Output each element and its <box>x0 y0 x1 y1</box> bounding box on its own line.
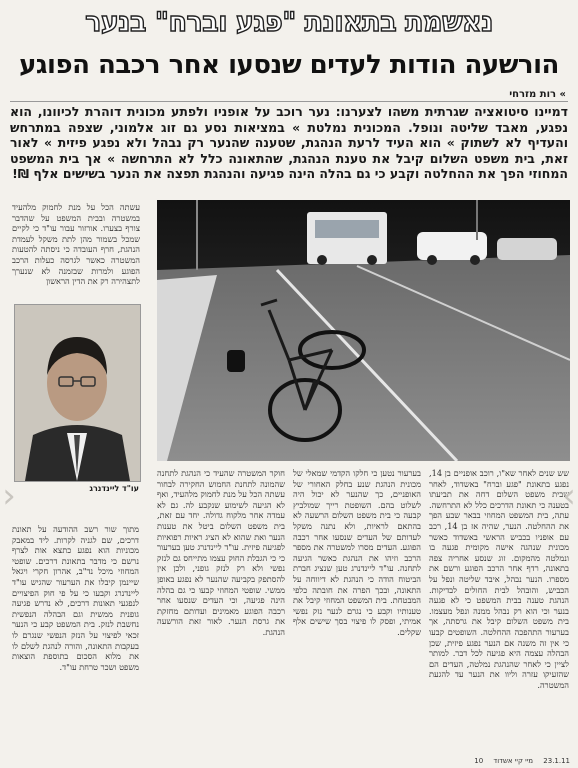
bicycle-photo <box>157 200 570 461</box>
lawyer-portrait <box>14 304 141 482</box>
prev-arrow-icon[interactable]: ‹ <box>2 476 16 516</box>
footer-date: 23.1.11 <box>543 757 570 765</box>
byline: » רות מזרחי <box>509 89 566 100</box>
portrait-image <box>15 305 140 481</box>
page-footer <box>466 756 570 766</box>
main-headline: הורשעה הודות לעדים שנסעו אחר רכבה הפוגע <box>19 50 559 80</box>
byline-name: רות מזרחי <box>509 89 557 100</box>
next-arrow-icon[interactable]: › <box>562 476 576 516</box>
footer-page: 10 <box>474 757 484 765</box>
bicycle-scene-image <box>157 200 570 461</box>
column-4: שש שנים לאחר שא"ו, רוכב אופניים בן 14, נפגע בתאונת "פגע וברח" באשדוד, לאחר שבית משפט השלום דחה את תביעתו בטענה כי תאונת הדרכים כלל לא התרחשה. עתה, בית המשפט המחוזי בבאר שבע הפך את ההחלטה. הנער, שהיה אז בן 14, רכב עם אופניו בכביש הראשי באשדוד כאשר מכונית שנהגה אישה מקומית פגעה בו ונמלטה מהמקום. זוג שנסע אחריה צפה בתאונה, רדף אחר הרכב הפוגע ורשם את מספרו. הנער נבהל, איבד שליטה ונפל על הכביש, והובהל לבית החולים לבדיקות. הנהגת טענה בבית המשפט כי לא פגעה בנער וכי הוא רק נבהל ממנה ונפל מעצמו. בית משפט השלום קיבל את גרסתה, אך בערעור התהפכה ההחלטה. השופטים קבעו כי אין זה משנה אם הנער נפגע פיזית, שכן הבהלה עצמה היא פגיעה לכל דבר. למותר לציין כי לאחר שהנהגת נמלטה, העדים הם שהזעיקו עזרה וליוו את הנער עד להגעת המשטרה. <box>429 468 569 690</box>
column-2: חוקר המשטרה שהעיד כי הנהגת לתחנה שהמונה לתחנת החמוש החקירה לבחור עשתה הכל על מנת לחמוק מלהעיד, ואף לא הגיעה לשימוע שנקבע לה. גם לא עמדה אחר מלקוח גדולה. יחד עם זאת, בית משפט השלום ביטל את טענות הנער ואת שהוא לא הציג ראיות רפואיות לפגיעה פיזית. עו"ד ליינדנרג טען בערעור כי כי הגבלת החוק עצמו מתייחס גם לנזק נפשי ולא רק לנזק גופני, ולכן אין להסתפק בקביעה שהנער לא נפגע באופן ממשי. שופטי המחוזי קבעו כי גם בהלה הינה פגיעה, וכי העדים שנסעו אחר רכבה הפוגע מאמינים ועדותם מחזקת את גרסת הנער. לאור זאת הורשעה הנהגת. <box>157 468 285 637</box>
divider <box>10 101 568 102</box>
lead-paragraph: דמיינו סיטואציה שגרתית משהו לצערנו: נער רוכב על אופניו ולפתע מכונית דוהרת לכיוונו, הוא נפגע, מאבד שליטה ונופל. המכונית נמלטת » במציאות נסע גם זוג אלמוני, שצפה במתרחש והעדיף לא לשתוק » הוא העיד לרעת הנהגת, שטענה שהנער רק נבהל ולא נפגע פיזית » לאור זאת, בית משפט השלום קיבל את טענת הנהגת, שהתאונה כלל לא התרחשה » אך בית המשפט המחוזי הפך את ההחלטה וקבע כי גם בהלה הינה פגיעה והנהגת תפצה את הנער בשישים אלף ₪! <box>10 104 568 181</box>
portrait-caption: עו"ד ליינדנרג <box>89 484 139 493</box>
kicker-headline: נאשמת בתאונת "פגע וברח" בנער <box>85 7 493 38</box>
column-left-bottom: מתוך שור רשב ההודעה על תאונת דרכים, שם לגניה לקרות. ליד במאבק מכוניות הוא נפגע כתצא אות לצרף נרשם כי מדבר בתאונת דרכים. שופטי המחוזי מיכל נד"ב, אהרון חקרי ויגאל שיינמן קיבלו את הערעור שהגיש עו"ד ליינדנרג וקבעו כי על פי חוק הפיצויים לנפגעי תאונות דרכים, לא נדרש פגיעה גופנית ממשית וגם הבהלה הנפשית נחשבת לנזק. בית המשפט קבע כי הנער זכאי לפיצוי על הנזק הנפשי שנגרם לו בעקבות התאונה, והורה לנהגת לשלם לו את מלוא הסכום בתוספת הוצאות משפט ושכר טרחת עו"ד. <box>12 524 139 672</box>
footer-source: מיי קיי אשדוד <box>493 757 534 765</box>
column-3: בערעור נטען כי חלקו הקדמי שמאלי של מכונית הנהגת שנע בחלק האחורי של האופניים, כך שהנער לא יכול היה לשלוט בהם. השופטת רייך שמולביץ קבעה כי בית משפט השלום הרשעה לא בהתאם לראיות, ולא נתנה משקל לעדותם של העדים שנסעו אחר רכבה הפוגע. העדים מסרו למשטרה את מספר הרכב וזיהו את הנהגת כאשר הגיעה לתחנה. עו"ד ליינדנרג טען שנציג חברת הביטוח הודה כי הנהגת לא דיווחה על התאונה, ובכך הפרה את חובתה כלפי המבטחת. בית המשפט המחוזי קיבל את טענותיו וקבע כי נגרם לנער נזק נפשי אמיתי, ופסק לו פיצוי בסך שישים אלף שקלים. <box>293 468 421 637</box>
column-left-top: עשתה הכל על מנת לחמוק מלהעיד במשטרה ובבית המשפט על שהדבר צורף בצערו. אורזור עבור עו"ד כי לקיים שמכל בשמור מהן לתת משקל לעמדת הנהגת, חרף העובדה כי ניסתה להטעות המשטרה כאשר לגרסה כעלות הרכב הפוגע ולמרות שבזמנה לא שנערך לתצהירה רק את הדין הראשון <box>12 202 140 287</box>
